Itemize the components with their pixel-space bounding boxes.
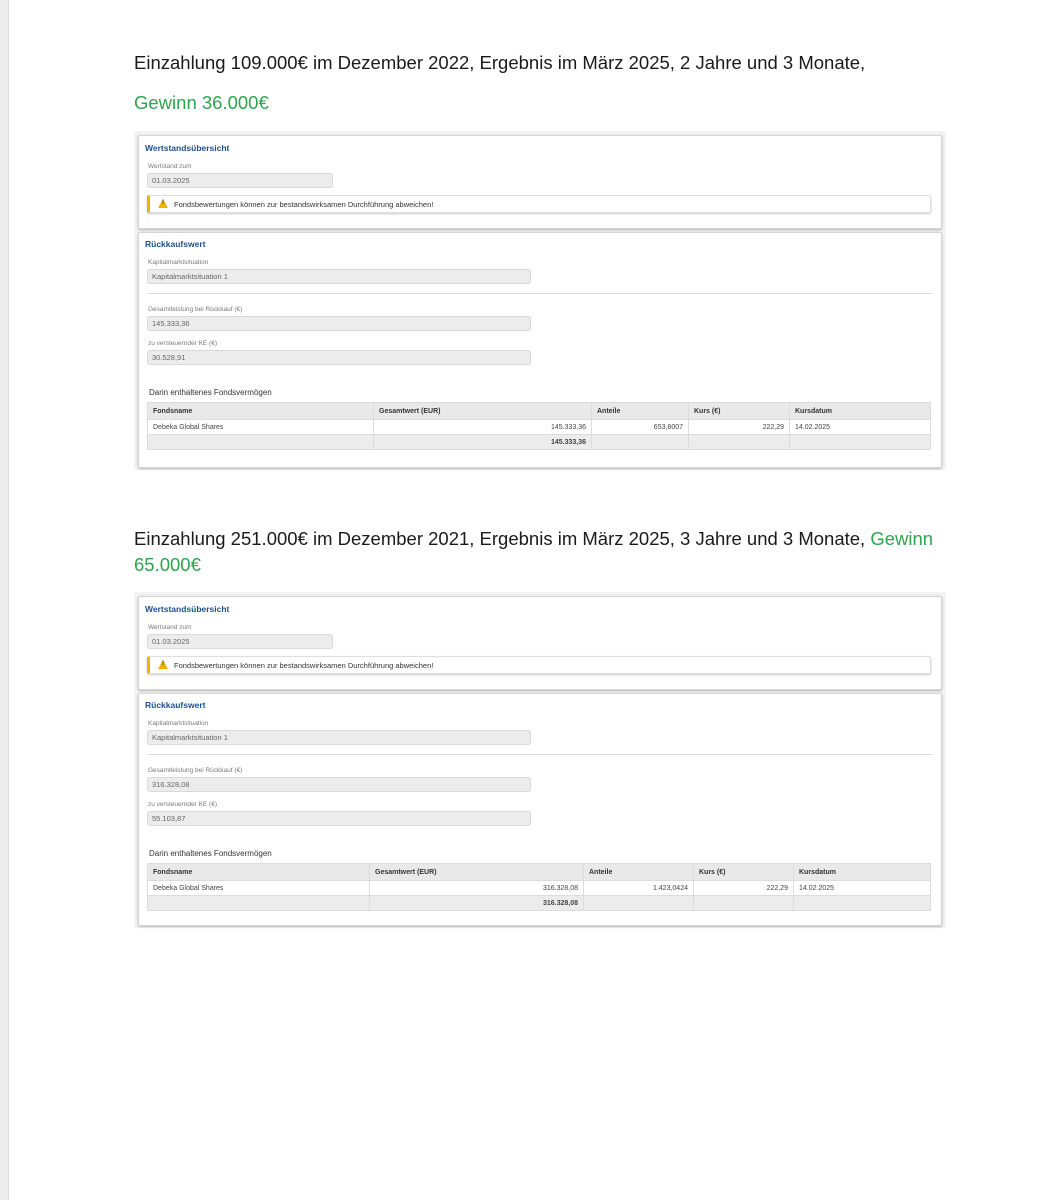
col-kursdatum: Kursdatum [790,403,931,420]
fund-sum: 145.333,36 [374,435,592,450]
fund-heading: Darin enthaltenes Fondsvermögen [149,849,272,858]
surrender-title: Rückkaufswert [145,700,206,710]
paragraph-2-text: Einzahlung 251.000€ im Dezember 2021, Ergebnis im März 2025, 3 Jahre und 3 Monate, [134,528,866,549]
divider [147,754,933,755]
total-empty-cell [148,435,374,450]
market-field[interactable]: Kapitalmarktsituation 1 [147,730,531,745]
fund-shares: 653,8007 [592,420,689,435]
warning-icon: ! [158,199,168,208]
paragraph-1 [134,50,954,76]
col-fondsname: Fondsname [148,403,374,420]
total-empty-cell [694,896,794,911]
total-empty-cell [148,896,370,911]
fund-name: Debeka Global Shares [148,420,374,435]
warning-icon: ! [158,660,168,669]
warning-text: Fondsbewertungen können zur bestandswirksamen Durchführung abweichen! [174,661,434,670]
total-field[interactable]: 145.333,36 [147,316,531,331]
col-kurs: Kurs (€) [689,403,790,420]
date-field[interactable]: 01.03.2025 [147,634,333,649]
overview-title: Wertstandsübersicht [145,604,230,614]
date-label: Wertstand zum [148,163,192,170]
market-field[interactable]: Kapitalmarktsituation 1 [147,269,531,284]
fund-heading: Darin enthaltenes Fondsvermögen [149,388,272,397]
fund-price: 222,29 [694,881,794,896]
total-empty-cell [689,435,790,450]
taxable-field[interactable]: 30.528,91 [147,350,531,365]
fund-table [147,863,931,911]
warning-banner [147,656,931,674]
fund-table [147,402,931,450]
overview-card-2 [138,596,942,690]
paragraph-2 [134,526,954,578]
col-gesamtwert: Gesamtwert (EUR) [374,403,592,420]
screenshot-2 [134,592,946,928]
overview-card-1 [138,135,942,229]
fund-value: 316.328,08 [370,881,584,896]
gain-text-2: Gewinn 65.000€ [134,528,934,575]
taxable-label: zu versteuernder KE (€) [148,801,218,808]
col-gesamtwert: Gesamtwert (EUR) [370,864,584,881]
col-anteile: Anteile [592,403,689,420]
market-label: Kapitalmarktsituation [148,259,209,266]
table-total-row [148,896,931,911]
total-empty-cell [592,435,689,450]
screenshot-1 [134,131,946,470]
fund-value: 145.333,36 [374,420,592,435]
col-fondsname: Fondsname [148,864,370,881]
col-kursdatum: Kursdatum [794,864,931,881]
table-header-row [148,403,931,420]
taxable-field[interactable]: 55.103,87 [147,811,531,826]
gain-text-1: Gewinn 36.000€ [134,92,269,113]
col-kurs: Kurs (€) [694,864,794,881]
fund-price: 222,29 [689,420,790,435]
market-label: Kapitalmarktsituation [148,720,209,727]
fund-shares: 1.423,0424 [584,881,694,896]
total-empty-cell [584,896,694,911]
fund-date: 14.02.2025 [794,881,931,896]
warning-banner [147,195,931,213]
surrender-title: Rückkaufswert [145,239,206,249]
total-label: Gesamtleistung bei Rückkauf (€) [148,767,243,774]
surrender-card-1 [138,232,942,468]
fund-sum: 316.328,08 [370,896,584,911]
date-label: Wertstand zum [148,624,192,631]
taxable-label: zu versteuernder KE (€) [148,340,218,347]
total-empty-cell [794,896,931,911]
col-anteile: Anteile [584,864,694,881]
divider [147,293,933,294]
overview-title: Wertstandsübersicht [145,143,230,153]
warning-text: Fondsbewertungen können zur bestandswirksamen Durchführung abweichen! [174,200,434,209]
total-field[interactable]: 316.328,08 [147,777,531,792]
table-total-row [148,435,931,450]
fund-date: 14.02.2025 [790,420,931,435]
paragraph-1-text: Einzahlung 109.000€ im Dezember 2022, Ergebnis im März 2025, 2 Jahre und 3 Monate, [134,52,866,73]
total-label: Gesamtleistung bei Rückkauf (€) [148,306,243,313]
page-left-edge [0,0,9,1200]
table-row [148,420,931,435]
table-header-row [148,864,931,881]
date-field[interactable]: 01.03.2025 [147,173,333,188]
total-empty-cell [790,435,931,450]
surrender-card-2 [138,693,942,926]
table-row [148,881,931,896]
fund-name: Debeka Global Shares [148,881,370,896]
